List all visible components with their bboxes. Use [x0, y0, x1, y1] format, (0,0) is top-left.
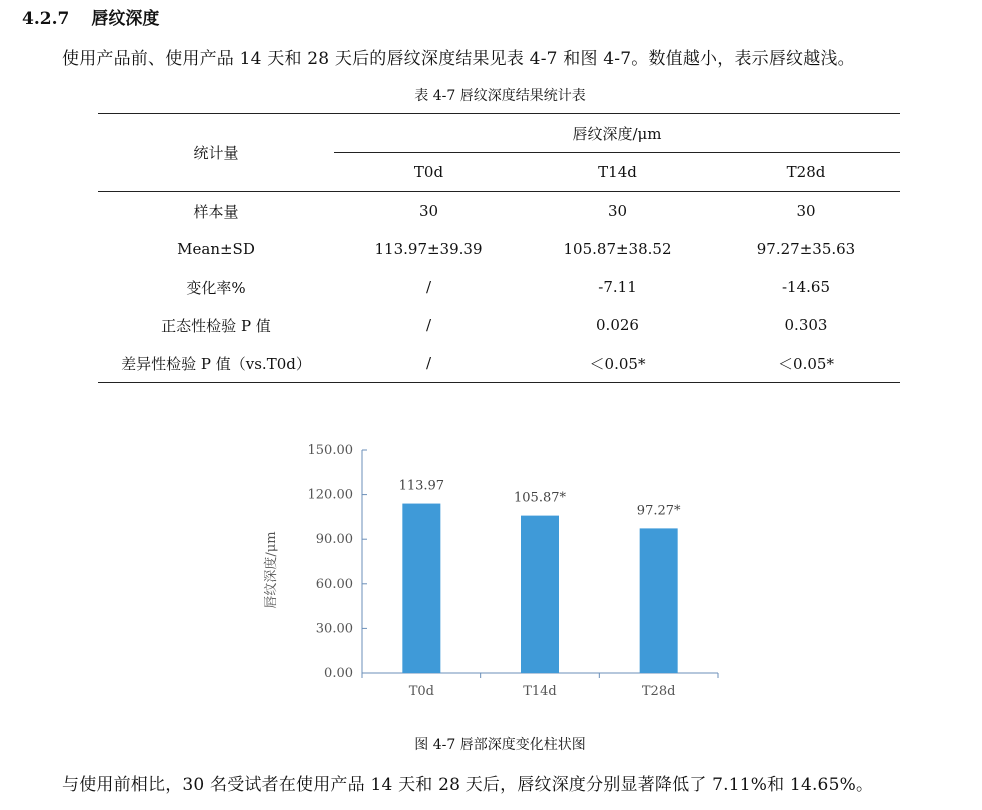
- table-row: [98, 268, 900, 306]
- cell: 30: [418, 202, 439, 220]
- row-label: Mean±SD: [177, 240, 255, 258]
- x-tick-label: T14d: [523, 684, 557, 699]
- row-label: 变化率%: [186, 278, 246, 297]
- y-tick-label: 30.00: [315, 621, 353, 637]
- x-axis: [362, 673, 718, 699]
- section-heading: [22, 4, 159, 29]
- cell: 105.87±38.52: [563, 240, 672, 258]
- cell: 30: [607, 202, 628, 220]
- stat-header: 统计量: [98, 114, 334, 192]
- column-header-t0d: T0d: [334, 153, 523, 192]
- section-number: 4.2.7: [22, 9, 70, 29]
- cell: -14.65: [781, 278, 830, 296]
- x-tick-label: T0d: [408, 684, 434, 699]
- y-axis-label: 唇纹深度/μm: [264, 531, 279, 609]
- cell: 97.27±35.63: [756, 240, 856, 258]
- bar-t0d: [402, 504, 440, 673]
- y-tick-label: 60.00: [315, 576, 353, 592]
- data-label: 113.97: [398, 478, 445, 494]
- y-tick-label: 0.00: [324, 666, 353, 681]
- cell: 113.97±39.39: [374, 240, 483, 258]
- cell: 0.303: [784, 316, 828, 334]
- data-label: 105.87*: [514, 490, 566, 506]
- y-axis: [308, 443, 368, 681]
- stats-table: [98, 113, 900, 383]
- row-label: 正态性检验 P 值: [161, 316, 271, 335]
- cell: -7.11: [598, 278, 637, 296]
- row-label: 样本量: [193, 202, 239, 221]
- group-header: 唇纹深度/μm: [334, 114, 900, 153]
- column-header-t14d: T14d: [523, 153, 712, 192]
- table-row: [98, 230, 900, 268]
- column-header-t28d: T28d: [712, 153, 900, 192]
- data-label: 97.27*: [636, 503, 681, 519]
- bar-t14d: [521, 516, 559, 673]
- table-row: [98, 344, 900, 383]
- bar-t28d: [640, 528, 678, 673]
- cell: ＜0.05*: [523, 344, 712, 383]
- bar-chart: [250, 430, 740, 710]
- row-label: 差异性检验 P 值（vs.T0d）: [98, 344, 334, 383]
- bars: [402, 504, 677, 673]
- cell: /: [425, 316, 432, 334]
- cell: 30: [796, 202, 816, 220]
- cell: /: [425, 278, 432, 296]
- table-row: [98, 306, 900, 344]
- conclusion-paragraph: 与使用前相比，30 名受试者在使用产品 14 天和 28 天后，唇纹深度分别显著降低了 7.11%和 14.65%。: [62, 775, 874, 795]
- y-tick-label: 120.00: [307, 487, 353, 503]
- data-labels: [399, 479, 681, 519]
- figure-caption: 图 4-7 唇部深度变化柱状图: [414, 737, 586, 753]
- y-tick-label: 150.00: [307, 443, 353, 458]
- table-row: [98, 192, 900, 231]
- cell: /: [334, 344, 523, 383]
- y-tick-label: 90.00: [315, 532, 353, 548]
- x-tick-label: T28d: [641, 684, 676, 699]
- cell: 0.026: [596, 316, 639, 334]
- table-caption: 表 4-7 唇纹深度结果统计表: [414, 88, 586, 104]
- intro-paragraph: 使用产品前、使用产品 14 天和 28 天后的唇纹深度结果见表 4-7 和图 4-7。数值越小，表示唇纹越浅。: [62, 49, 855, 69]
- cell: ＜0.05*: [712, 344, 900, 383]
- section-title: 唇纹深度: [91, 9, 160, 29]
